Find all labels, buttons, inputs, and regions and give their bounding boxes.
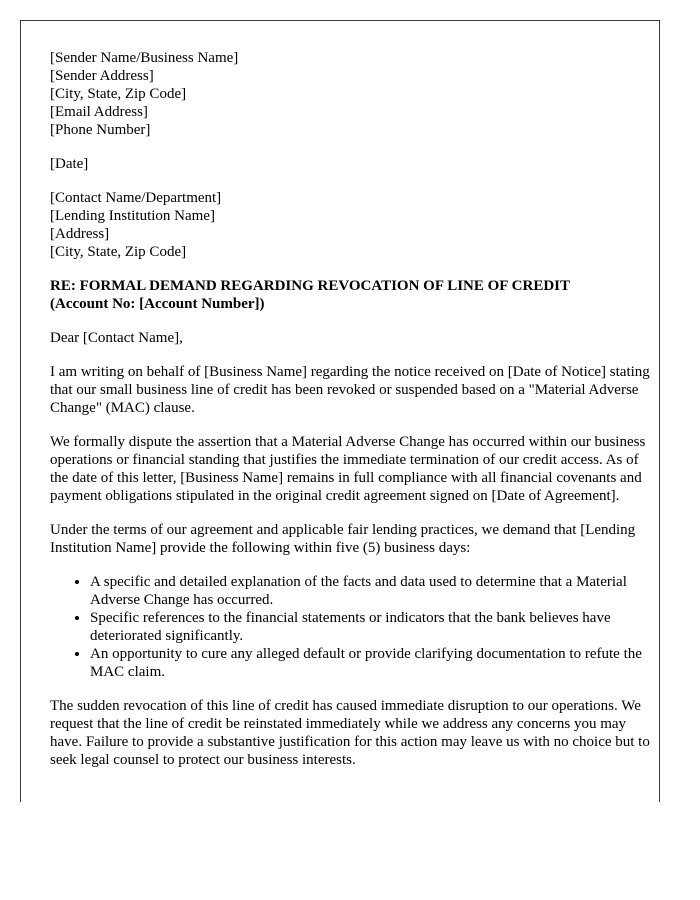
list-item: • Specific references to the financial statements or indicators that the bank believes have deteriorated significantly. — [90, 609, 650, 645]
letter-content — [50, 49, 650, 769]
list-item: • A specific and detailed explanation of the facts and data used to determine that a Material Adverse Change has occurred. — [90, 573, 650, 609]
body-paragraph-3: Under the terms of our agreement and applicable fair lending practices, we demand that [Lending Institution Name] provide the following within five (5) business days: — [50, 522, 636, 556]
letter-date: [Date] — [50, 156, 89, 172]
sender-block — [50, 49, 650, 139]
subject-account: (Account No: [Account Number]) — [50, 296, 265, 312]
recipient-contact: [Contact Name/Department] — [50, 190, 222, 206]
subject-line — [50, 277, 650, 313]
date-line — [50, 155, 650, 173]
list-item: • An opportunity to cure any alleged default or provide clarifying documentation to refute the MAC claim. — [90, 645, 650, 681]
sender-address: [Sender Address] — [50, 68, 154, 84]
recipient-address: [Address] — [50, 226, 110, 242]
sender-name: [Sender Name/Business Name] — [50, 50, 239, 66]
recipient-institution: [Lending Institution Name] — [50, 208, 215, 224]
salutation: Dear [Contact Name], — [50, 330, 183, 346]
sender-email: [Email Address] — [50, 104, 148, 120]
demand-list — [50, 573, 650, 681]
subject-title: RE: FORMAL DEMAND REGARDING REVOCATION OF LINE OF CREDIT — [50, 278, 570, 294]
recipient-city-state-zip: [City, State, Zip Code] — [50, 244, 187, 260]
body-paragraph-1: I am writing on behalf of [Business Name] regarding the notice received on [Date of Notice] stating that our small business line of credit has been revoked or suspended based on a "Material Adverse Change" (MAC) clause. — [50, 364, 650, 416]
sender-phone: [Phone Number] — [50, 122, 151, 138]
sender-city-state-zip: [City, State, Zip Code] — [50, 86, 187, 102]
closing-paragraph: The sudden revocation of this line of credit has caused immediate disruption to our operations. We request that the line of credit be reinstated immediately while we address any concerns you may have. Failure to provide a substantive justification for this action may leave us with no choice but to seek legal counsel to protect our business interests. — [50, 698, 650, 768]
body-paragraph-2: We formally dispute the assertion that a Material Adverse Change has occurred within our business operations or financial standing that justifies the immediate termination of our credit access. As of the date of this letter, [Business Name] remains in full compliance with all financial covenants and payment obligations stipulated in the original credit agreement signed on [Date of Agreement]. — [50, 434, 646, 504]
recipient-block — [50, 189, 650, 261]
letter-page — [20, 20, 660, 802]
